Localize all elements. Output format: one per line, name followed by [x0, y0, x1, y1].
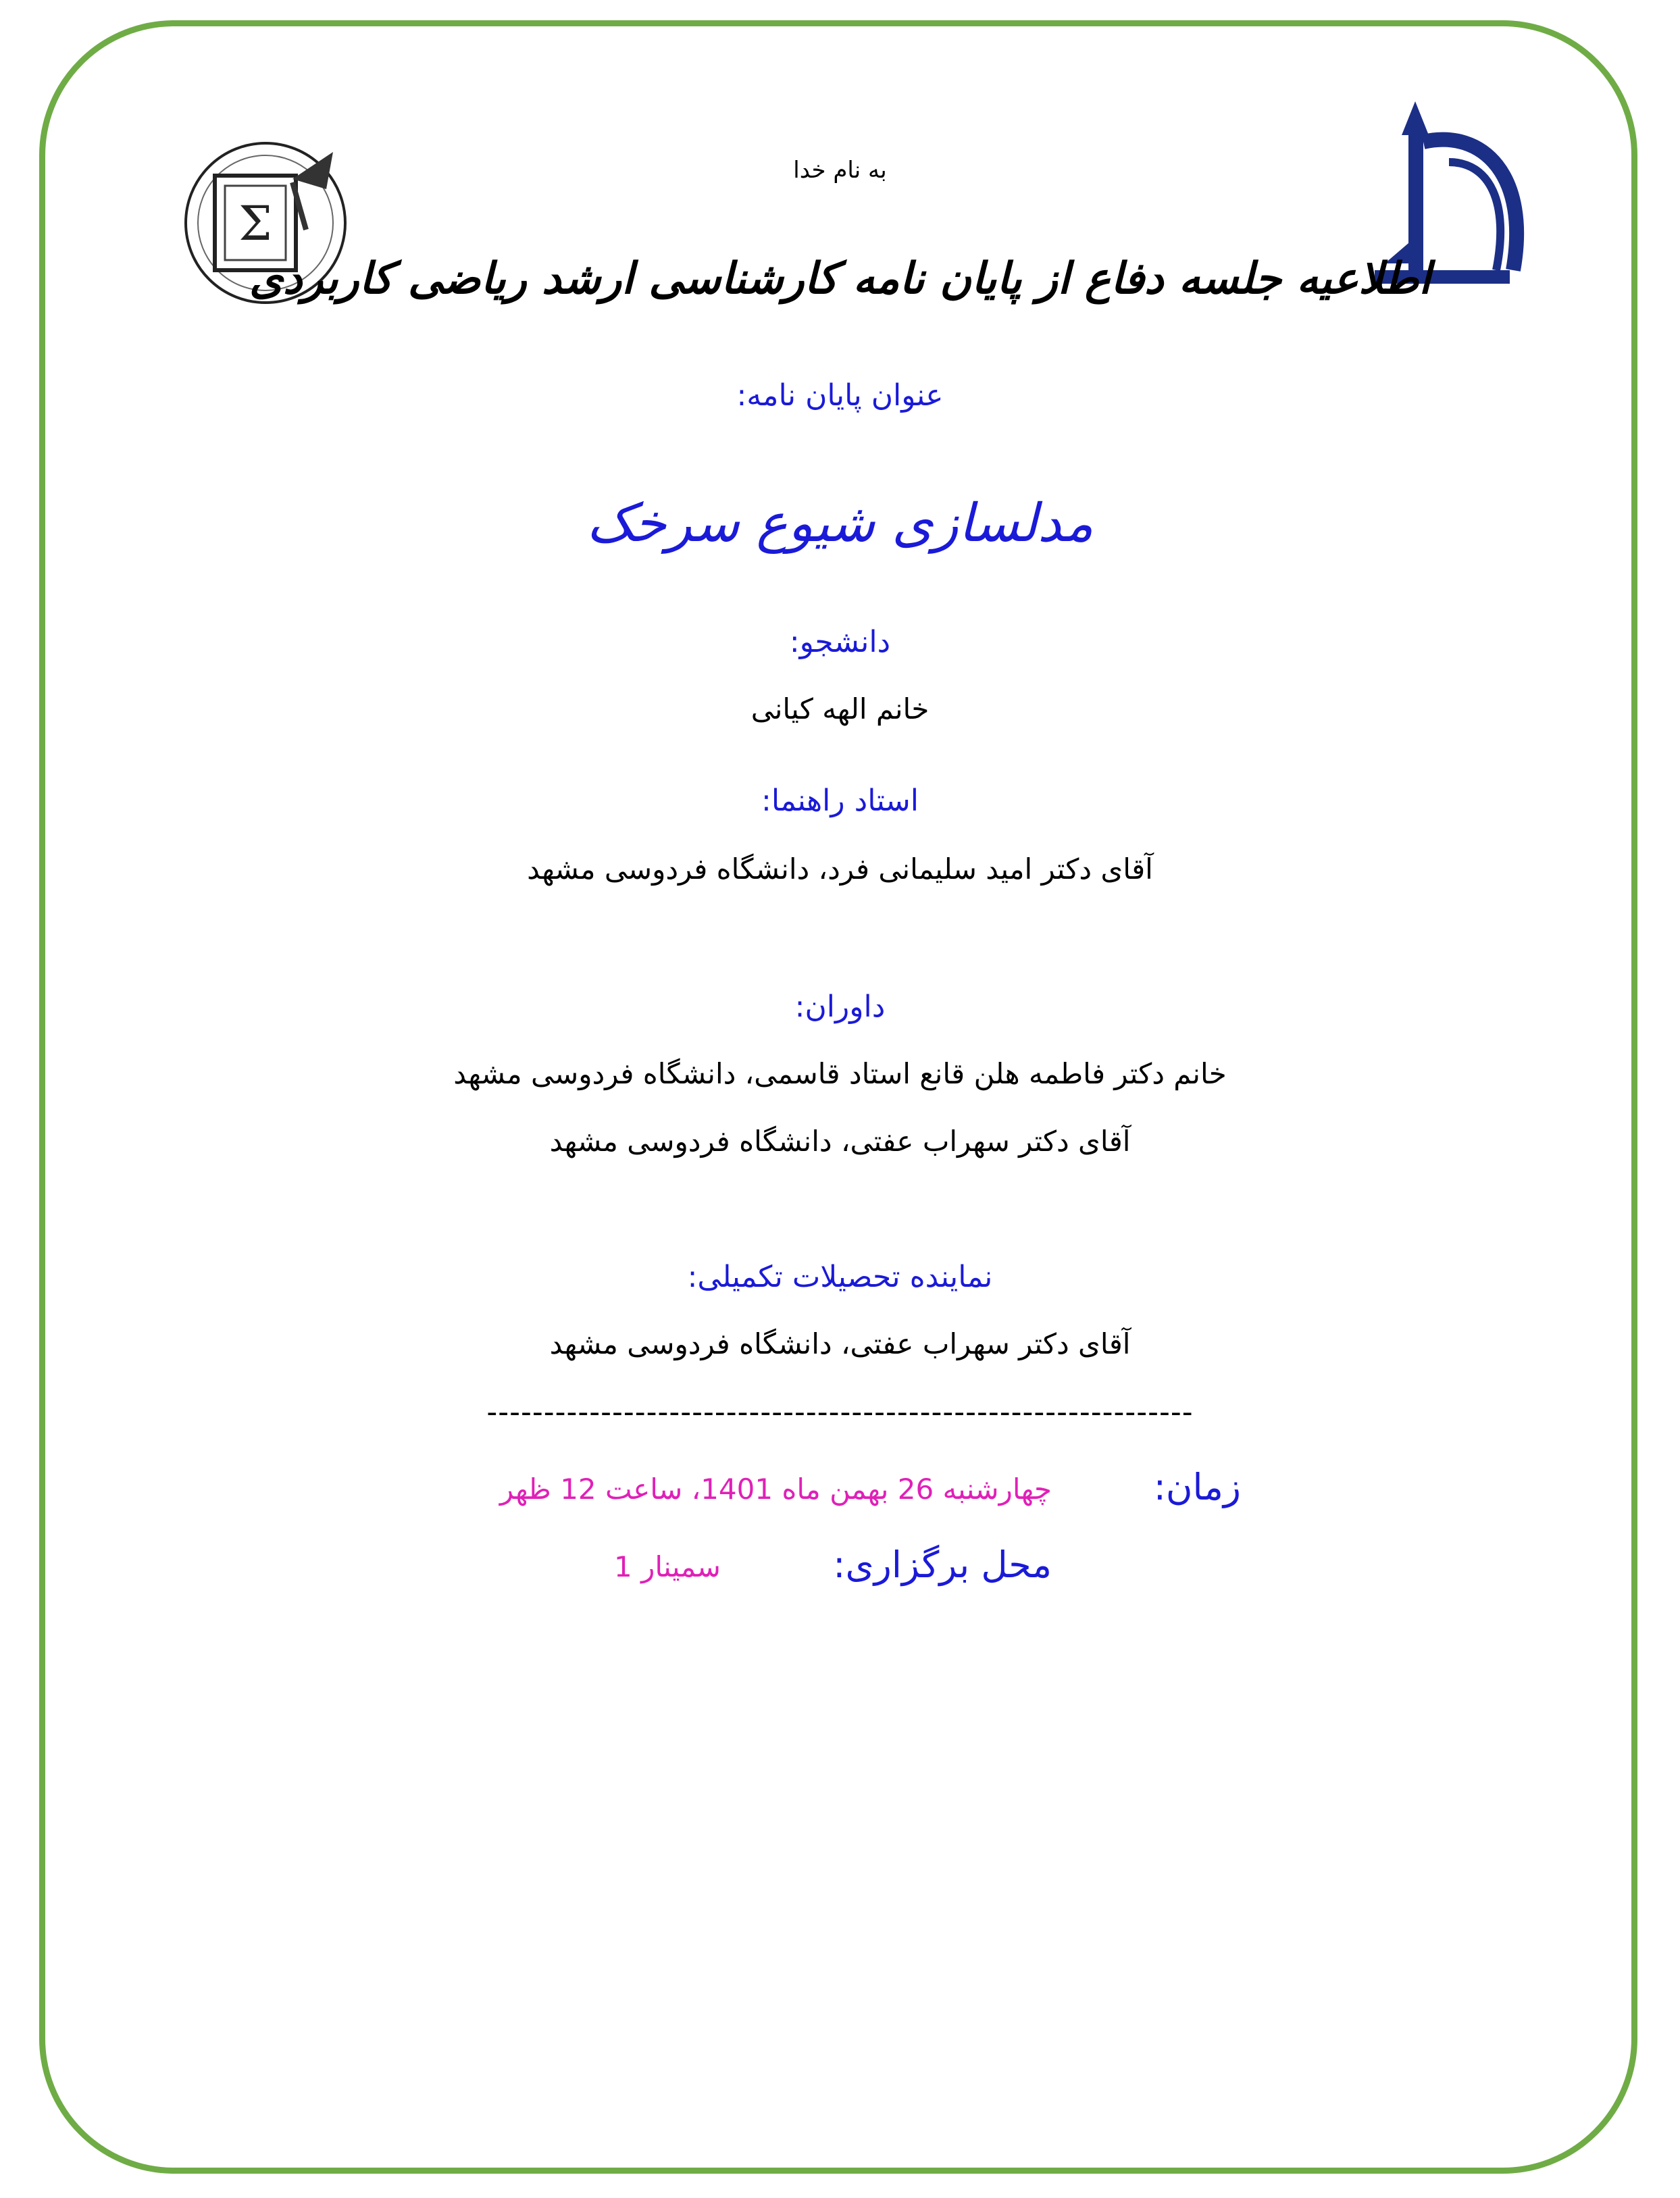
supervisor-name: آقای دکتر امید سلیمانی فرد، دانشگاه فردوسی مشهد: [527, 852, 1153, 886]
referee-item: آقای دکتر سهراب عفتی، دانشگاه فردوسی مشهد: [549, 1125, 1131, 1158]
student-label: دانشجو:: [789, 625, 891, 659]
bismillah: به نام خدا: [793, 157, 887, 184]
place-label: محل برگزاری:: [833, 1543, 1052, 1586]
referees-label: داوران:: [794, 990, 886, 1024]
faculty-seal-logo: [174, 88, 357, 358]
svg-text:Σ: Σ: [238, 196, 272, 251]
time-value: چهارشنبه 26 بهمن ماه 1401، ساعت 12 ظهر: [499, 1473, 1052, 1506]
graduate-rep-name: آقای دکتر سهراب عفتی، دانشگاه فردوسی مشهد: [549, 1327, 1131, 1360]
announcement-title: اطلاعیه جلسه دفاع از پایان نامه کارشناسی ارشد ریاضی کاربردی: [249, 253, 1431, 304]
student-name: خانم الهه کیانی: [750, 692, 930, 725]
thesis-title: مدلسازی شیوع سرخک: [586, 493, 1094, 554]
time-label: زمان:: [1153, 1466, 1241, 1508]
referee-item: خانم دکتر فاطمه هلن قانع استاد قاسمی، دانشگاه فردوسی مشهد: [453, 1057, 1227, 1090]
supervisor-label: استاد راهنما:: [761, 784, 919, 818]
thesis-title-label: عنوان پایان نامه:: [736, 378, 944, 413]
graduate-rep-label: نماینده تحصیلات تکمیلی:: [687, 1260, 993, 1294]
divider-line: --------------------------------------------------------------: [486, 1395, 1194, 1429]
place-value: سمینار 1: [614, 1550, 721, 1583]
